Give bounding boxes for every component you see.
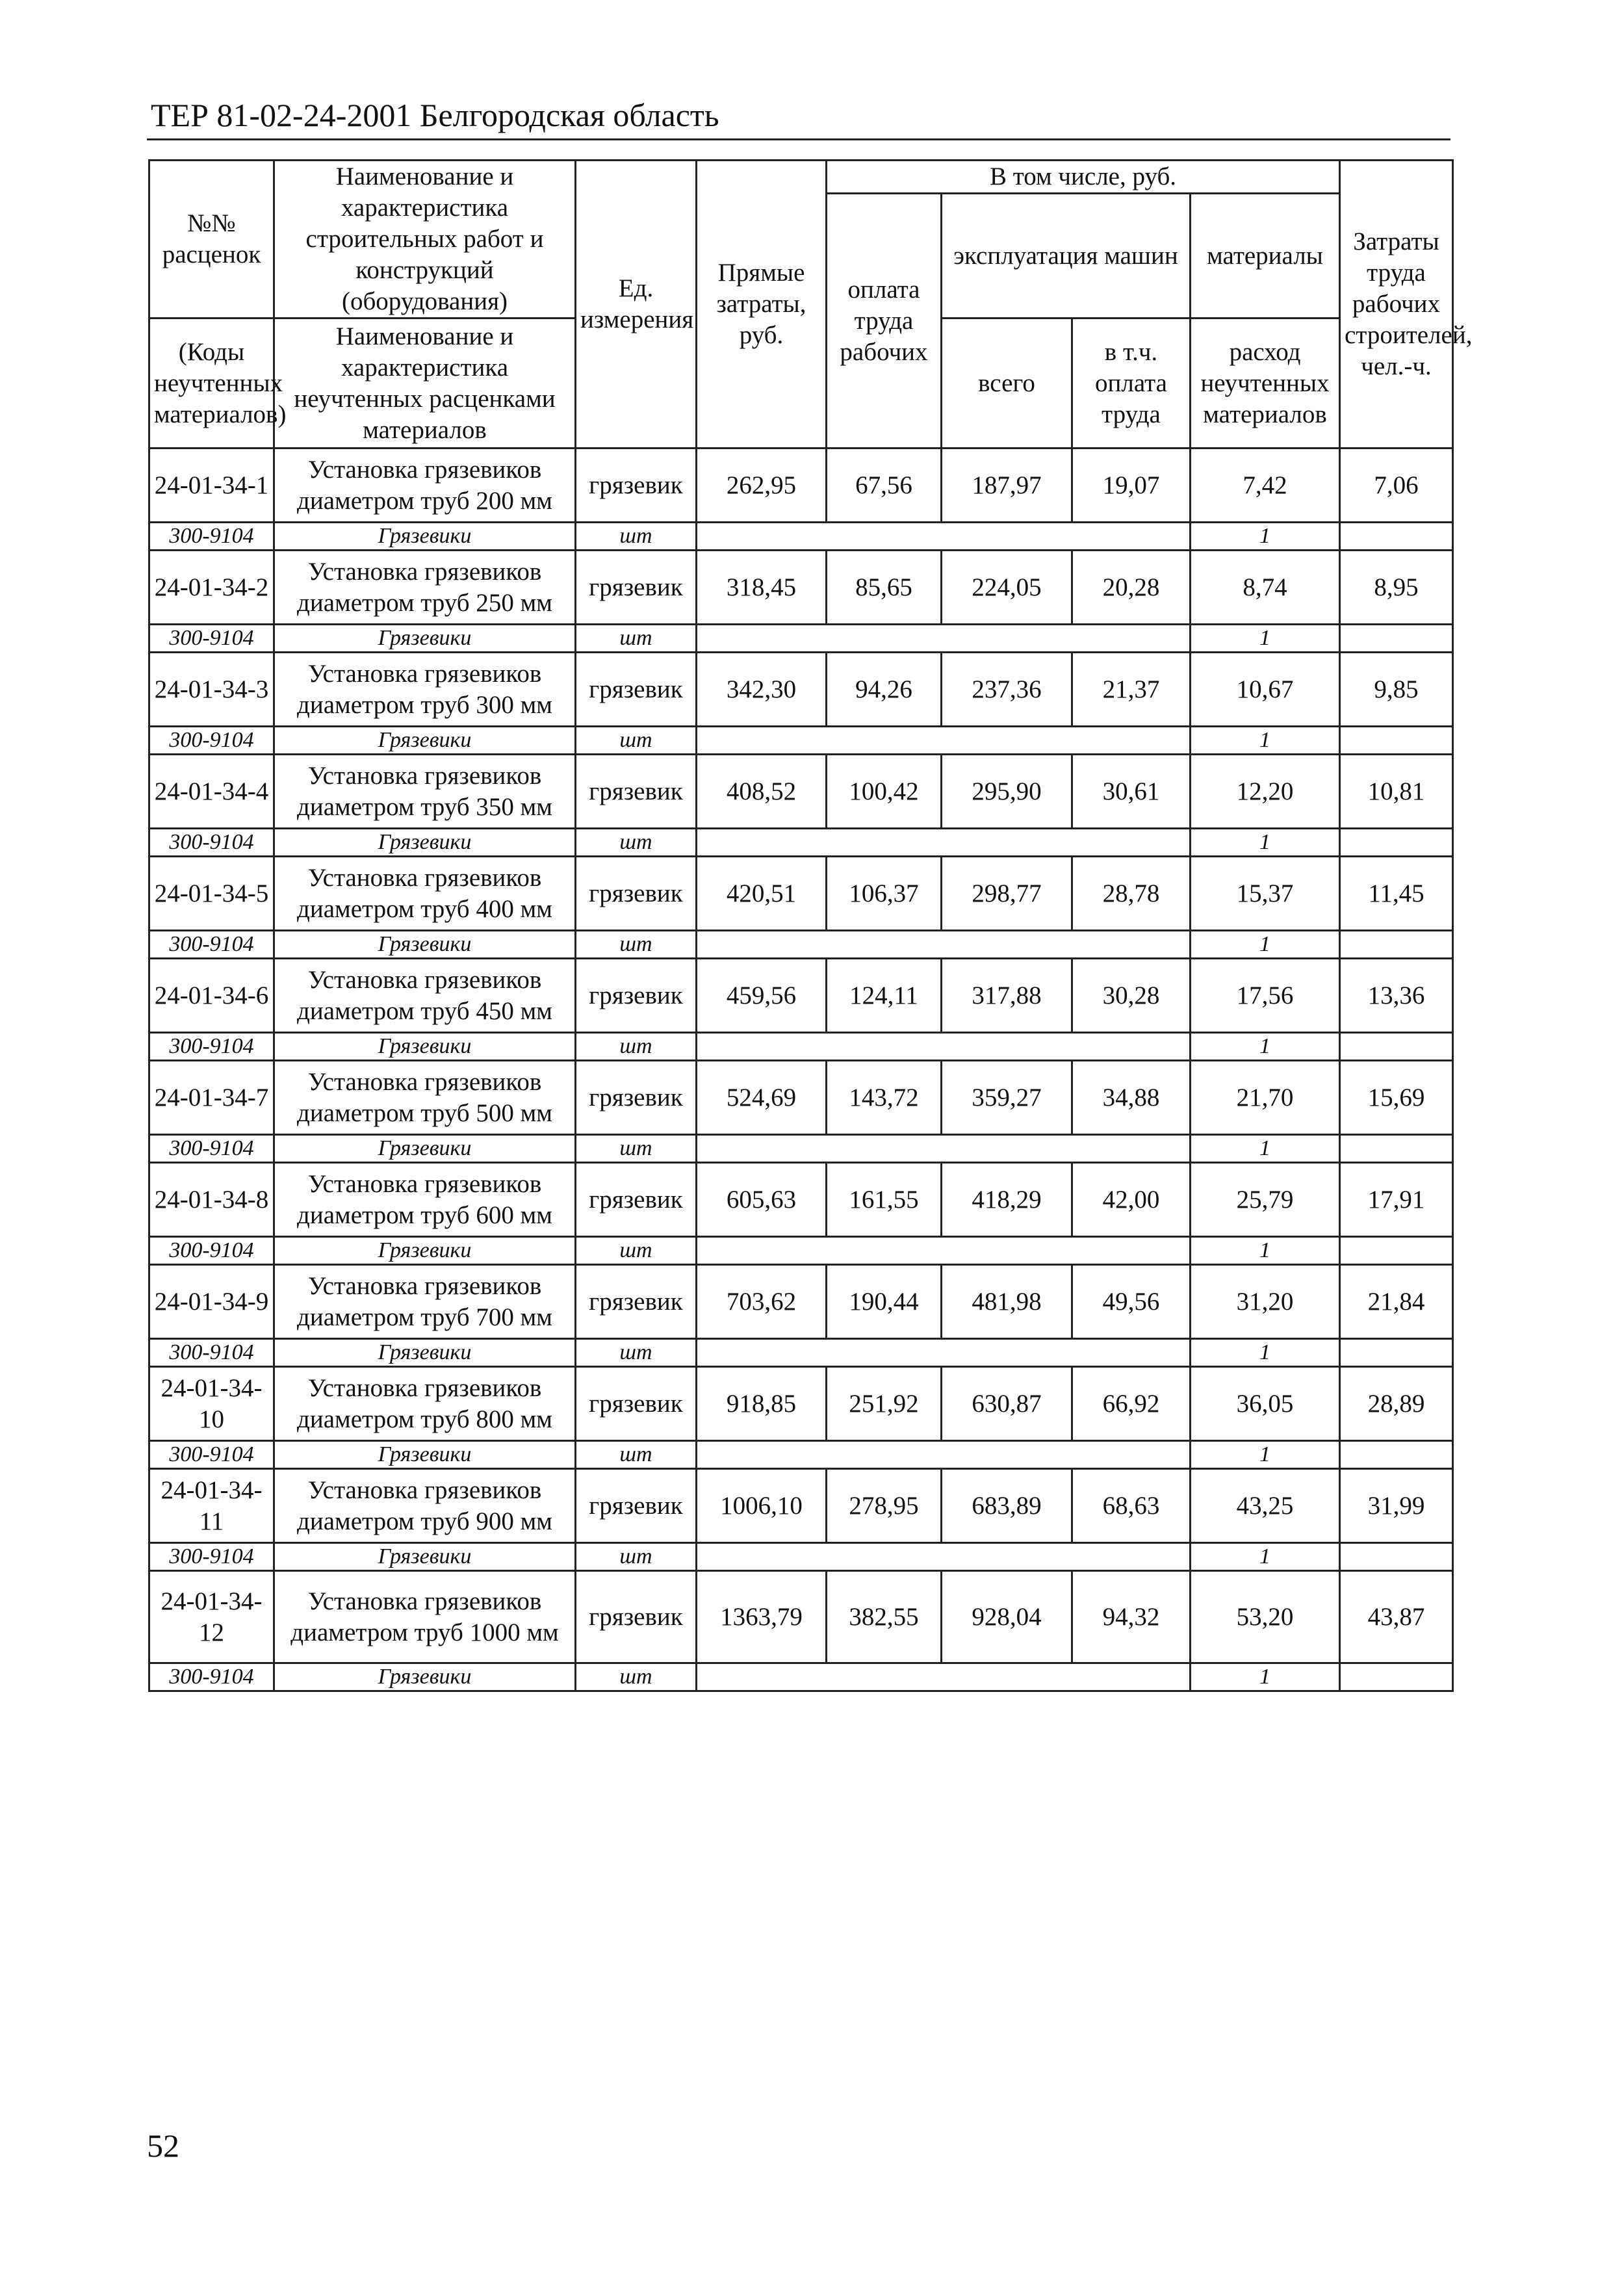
header-code: №№ расценок — [149, 161, 274, 318]
machines-total: 481,98 — [942, 1265, 1072, 1339]
machines-total: 418,29 — [942, 1163, 1072, 1237]
materials-cost: 43,25 — [1191, 1469, 1340, 1543]
worker-wages: 278,95 — [827, 1469, 942, 1543]
materials-cost: 53,20 — [1191, 1571, 1340, 1663]
rate-code: 24-01-34-9 — [149, 1265, 274, 1339]
worker-wages: 161,55 — [827, 1163, 942, 1237]
material-code: 300-9104 — [149, 1543, 274, 1571]
machines-wages: 30,28 — [1072, 959, 1191, 1033]
labor-hours: 15,69 — [1340, 1061, 1453, 1135]
materials-cost: 25,79 — [1191, 1163, 1340, 1237]
header-labor-costs: Затраты труда рабочих строителей, чел.-ч. — [1340, 161, 1453, 448]
material-row — [149, 1543, 1453, 1571]
table-row — [149, 1469, 1453, 1543]
material-quantity: 1 — [1191, 1033, 1340, 1061]
work-name: Установка грязевиков диаметром труб 350 мм — [274, 755, 576, 829]
worker-wages: 190,44 — [827, 1265, 942, 1339]
table-body — [149, 161, 1473, 1691]
materials-cost: 12,20 — [1191, 755, 1340, 829]
header-machines-total: всего — [942, 318, 1072, 448]
work-name: Установка грязевиков диаметром труб 200 мм — [274, 448, 576, 523]
material-blank — [1340, 523, 1453, 551]
material-unit: шт — [576, 523, 697, 551]
work-name: Установка грязевиков диаметром труб 800 мм — [274, 1367, 576, 1441]
material-row — [149, 1135, 1453, 1163]
material-code: 300-9104 — [149, 727, 274, 755]
table-row — [149, 1571, 1453, 1663]
material-code: 300-9104 — [149, 1237, 274, 1265]
material-quantity: 1 — [1191, 1663, 1340, 1691]
header-wages: оплата труда рабочих — [827, 194, 942, 448]
unit: грязевик — [576, 1163, 697, 1237]
worker-wages: 251,92 — [827, 1367, 942, 1441]
machines-wages: 28,78 — [1072, 857, 1191, 931]
unit: грязевик — [576, 551, 697, 625]
material-row — [149, 829, 1453, 857]
material-row — [149, 1441, 1453, 1469]
material-name: Грязевики — [274, 1543, 576, 1571]
material-unit: шт — [576, 625, 697, 653]
material-blank — [697, 1135, 1191, 1163]
direct-costs: 262,95 — [697, 448, 827, 523]
unit: грязевик — [576, 653, 697, 727]
unit: грязевик — [576, 1061, 697, 1135]
direct-costs: 918,85 — [697, 1367, 827, 1441]
labor-hours: 31,99 — [1340, 1469, 1453, 1543]
materials-cost: 31,20 — [1191, 1265, 1340, 1339]
worker-wages: 67,56 — [827, 448, 942, 523]
material-blank — [697, 523, 1191, 551]
material-row — [149, 1339, 1453, 1367]
material-name: Грязевики — [274, 1135, 576, 1163]
worker-wages: 143,72 — [827, 1061, 942, 1135]
materials-cost: 21,70 — [1191, 1061, 1340, 1135]
material-name: Грязевики — [274, 1237, 576, 1265]
material-quantity: 1 — [1191, 931, 1340, 959]
material-unit: шт — [576, 829, 697, 857]
header-material-name: Наименование и характеристика неучтенных расценками материалов — [274, 318, 576, 448]
material-blank — [1340, 1033, 1453, 1061]
labor-hours: 8,95 — [1340, 551, 1453, 625]
unit: грязевик — [576, 1265, 697, 1339]
material-blank — [697, 727, 1191, 755]
rate-code: 24-01-34-3 — [149, 653, 274, 727]
worker-wages: 106,37 — [827, 857, 942, 931]
rate-code: 24-01-34-10 — [149, 1367, 274, 1441]
table-row — [149, 857, 1453, 931]
material-blank — [1340, 1543, 1453, 1571]
header-material-usage: расход неучтенных материалов — [1191, 318, 1340, 448]
material-code: 300-9104 — [149, 1663, 274, 1691]
material-code: 300-9104 — [149, 625, 274, 653]
material-blank — [697, 931, 1191, 959]
material-blank — [1340, 625, 1453, 653]
page-title: ТЕР 81-02-24-2001 Белгородская область — [151, 97, 719, 133]
material-quantity: 1 — [1191, 1543, 1340, 1571]
materials-cost: 7,42 — [1191, 448, 1340, 523]
material-quantity: 1 — [1191, 1339, 1340, 1367]
header-row-1 — [149, 161, 1453, 194]
material-unit: шт — [576, 1135, 697, 1163]
table-row — [149, 653, 1453, 727]
machines-wages: 49,56 — [1072, 1265, 1191, 1339]
labor-hours: 11,45 — [1340, 857, 1453, 931]
labor-hours: 9,85 — [1340, 653, 1453, 727]
material-blank — [1340, 1339, 1453, 1367]
work-name: Установка грязевиков диаметром труб 900 мм — [274, 1469, 576, 1543]
material-blank — [697, 1339, 1191, 1367]
material-blank — [697, 829, 1191, 857]
labor-hours: 21,84 — [1340, 1265, 1453, 1339]
direct-costs: 605,63 — [697, 1163, 827, 1237]
work-name: Установка грязевиков диаметром труб 400 мм — [274, 857, 576, 931]
material-unit: шт — [576, 931, 697, 959]
material-blank — [1340, 1135, 1453, 1163]
work-name: Установка грязевиков диаметром труб 500 мм — [274, 1061, 576, 1135]
material-code: 300-9104 — [149, 1135, 274, 1163]
rate-code: 24-01-34-4 — [149, 755, 274, 829]
rates-table — [148, 159, 1473, 1692]
machines-total: 224,05 — [942, 551, 1072, 625]
materials-cost: 15,37 — [1191, 857, 1340, 931]
materials-cost: 10,67 — [1191, 653, 1340, 727]
unit: грязевик — [576, 1571, 697, 1663]
material-code: 300-9104 — [149, 523, 274, 551]
material-unit: шт — [576, 1033, 697, 1061]
machines-total: 928,04 — [942, 1571, 1072, 1663]
material-quantity: 1 — [1191, 1441, 1340, 1469]
material-unit: шт — [576, 1237, 697, 1265]
table-row — [149, 1367, 1453, 1441]
direct-costs: 459,56 — [697, 959, 827, 1033]
machines-wages: 66,92 — [1072, 1367, 1191, 1441]
labor-hours: 13,36 — [1340, 959, 1453, 1033]
unit: грязевик — [576, 755, 697, 829]
material-blank — [697, 1441, 1191, 1469]
labor-hours: 43,87 — [1340, 1571, 1453, 1663]
material-blank — [697, 625, 1191, 653]
material-name: Грязевики — [274, 1033, 576, 1061]
material-blank — [697, 1663, 1191, 1691]
material-unit: шт — [576, 1339, 697, 1367]
material-blank — [1340, 1441, 1453, 1469]
machines-wages: 68,63 — [1072, 1469, 1191, 1543]
material-name: Грязевики — [274, 1663, 576, 1691]
material-unit: шт — [576, 1543, 697, 1571]
worker-wages: 124,11 — [827, 959, 942, 1033]
material-code: 300-9104 — [149, 931, 274, 959]
table-row — [149, 959, 1453, 1033]
machines-wages: 94,32 — [1072, 1571, 1191, 1663]
material-blank — [697, 1033, 1191, 1061]
material-blank — [697, 1237, 1191, 1265]
material-quantity: 1 — [1191, 625, 1340, 653]
material-quantity: 1 — [1191, 829, 1340, 857]
header-name: Наименование и характеристика строительных работ и конструкций (оборудования) — [274, 161, 576, 318]
header-machines-wages: в т.ч. оплата труда — [1072, 318, 1191, 448]
machines-total: 630,87 — [942, 1367, 1072, 1441]
header-including: В том числе, руб. — [827, 161, 1340, 194]
material-row — [149, 523, 1453, 551]
table-row — [149, 755, 1453, 829]
direct-costs: 318,45 — [697, 551, 827, 625]
machines-wages: 42,00 — [1072, 1163, 1191, 1237]
unit: грязевик — [576, 1469, 697, 1543]
direct-costs: 1363,79 — [697, 1571, 827, 1663]
machines-wages: 21,37 — [1072, 653, 1191, 727]
table-row — [149, 1163, 1453, 1237]
unit: грязевик — [576, 448, 697, 523]
machines-wages: 20,28 — [1072, 551, 1191, 625]
work-name: Установка грязевиков диаметром труб 600 мм — [274, 1163, 576, 1237]
machines-total: 298,77 — [942, 857, 1072, 931]
direct-costs: 1006,10 — [697, 1469, 827, 1543]
machines-total: 187,97 — [942, 448, 1072, 523]
unit: грязевик — [576, 1367, 697, 1441]
material-row — [149, 1663, 1453, 1691]
header-direct-costs: Прямые затраты, руб. — [697, 161, 827, 448]
material-blank — [1340, 829, 1453, 857]
material-code: 300-9104 — [149, 1033, 274, 1061]
materials-cost: 36,05 — [1191, 1367, 1340, 1441]
direct-costs: 342,30 — [697, 653, 827, 727]
rate-code: 24-01-34-5 — [149, 857, 274, 931]
header-materials: материалы — [1191, 194, 1340, 318]
material-quantity: 1 — [1191, 727, 1340, 755]
material-unit: шт — [576, 727, 697, 755]
page-number: 52 — [147, 2127, 179, 2164]
labor-hours: 7,06 — [1340, 448, 1453, 523]
table-row — [149, 1061, 1453, 1135]
material-row — [149, 931, 1453, 959]
material-code: 300-9104 — [149, 829, 274, 857]
material-name: Грязевики — [274, 1339, 576, 1367]
table-row — [149, 448, 1453, 523]
title-divider — [147, 138, 1450, 140]
worker-wages: 100,42 — [827, 755, 942, 829]
material-name: Грязевики — [274, 523, 576, 551]
materials-cost: 8,74 — [1191, 551, 1340, 625]
direct-costs: 420,51 — [697, 857, 827, 931]
material-row — [149, 727, 1453, 755]
machines-total: 237,36 — [942, 653, 1072, 727]
direct-costs: 524,69 — [697, 1061, 827, 1135]
unit: грязевик — [576, 857, 697, 931]
material-quantity: 1 — [1191, 523, 1340, 551]
material-name: Грязевики — [274, 1441, 576, 1469]
worker-wages: 85,65 — [827, 551, 942, 625]
machines-total: 317,88 — [942, 959, 1072, 1033]
material-blank — [697, 1543, 1191, 1571]
machines-wages: 30,61 — [1072, 755, 1191, 829]
labor-hours: 17,91 — [1340, 1163, 1453, 1237]
material-name: Грязевики — [274, 625, 576, 653]
work-name: Установка грязевиков диаметром труб 700 мм — [274, 1265, 576, 1339]
material-unit: шт — [576, 1441, 697, 1469]
rate-code: 24-01-34-7 — [149, 1061, 274, 1135]
machines-total: 295,90 — [942, 755, 1072, 829]
worker-wages: 94,26 — [827, 653, 942, 727]
work-name: Установка грязевиков диаметром труб 450 мм — [274, 959, 576, 1033]
material-quantity: 1 — [1191, 1237, 1340, 1265]
rate-code: 24-01-34-8 — [149, 1163, 274, 1237]
unit: грязевик — [576, 959, 697, 1033]
table-row — [149, 551, 1453, 625]
material-row — [149, 625, 1453, 653]
material-blank — [1340, 931, 1453, 959]
labor-hours: 28,89 — [1340, 1367, 1453, 1441]
material-code: 300-9104 — [149, 1441, 274, 1469]
material-row — [149, 1033, 1453, 1061]
rate-code: 24-01-34-6 — [149, 959, 274, 1033]
material-quantity: 1 — [1191, 1135, 1340, 1163]
materials-cost: 17,56 — [1191, 959, 1340, 1033]
rate-code: 24-01-34-1 — [149, 448, 274, 523]
direct-costs: 408,52 — [697, 755, 827, 829]
work-name: Установка грязевиков диаметром труб 1000 мм — [274, 1571, 576, 1663]
material-row — [149, 1237, 1453, 1265]
rate-code: 24-01-34-12 — [149, 1571, 274, 1663]
worker-wages: 382,55 — [827, 1571, 942, 1663]
material-unit: шт — [576, 1663, 697, 1691]
material-code: 300-9104 — [149, 1339, 274, 1367]
machines-total: 683,89 — [942, 1469, 1072, 1543]
labor-hours: 10,81 — [1340, 755, 1453, 829]
work-name: Установка грязевиков диаметром труб 250 мм — [274, 551, 576, 625]
header-unit: Ед. измерения — [576, 161, 697, 448]
header-material-code: (Коды неучтенных материалов) — [149, 318, 274, 448]
machines-wages: 19,07 — [1072, 448, 1191, 523]
machines-total: 359,27 — [942, 1061, 1072, 1135]
material-blank — [1340, 727, 1453, 755]
table-row — [149, 1265, 1453, 1339]
material-blank — [1340, 1663, 1453, 1691]
machines-wages: 34,88 — [1072, 1061, 1191, 1135]
work-name: Установка грязевиков диаметром труб 300 мм — [274, 653, 576, 727]
material-name: Грязевики — [274, 727, 576, 755]
direct-costs: 703,62 — [697, 1265, 827, 1339]
header-machines: эксплуатация машин — [942, 194, 1191, 318]
material-blank — [1340, 1237, 1453, 1265]
rate-code: 24-01-34-11 — [149, 1469, 274, 1543]
material-name: Грязевики — [274, 931, 576, 959]
rate-code: 24-01-34-2 — [149, 551, 274, 625]
material-name: Грязевики — [274, 829, 576, 857]
